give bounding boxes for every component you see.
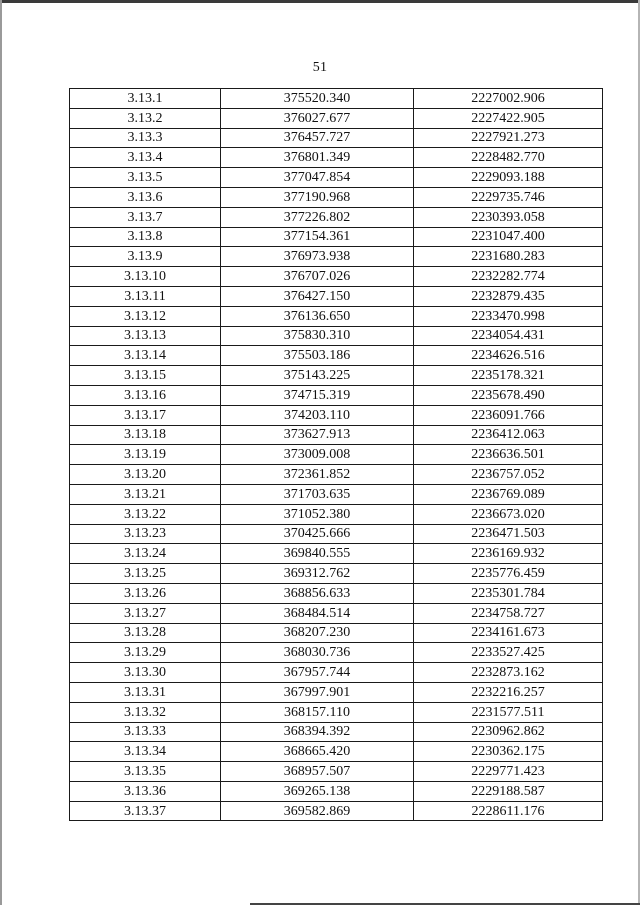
y-coordinate-cell: 2229093.188 [414, 168, 603, 188]
table-row [70, 801, 603, 821]
x-coordinate-cell: 373627.913 [221, 425, 414, 445]
x-coordinate-cell: 368030.736 [221, 643, 414, 663]
point-id-cell: 3.13.11 [70, 286, 221, 306]
x-coordinate-cell: 375143.225 [221, 366, 414, 386]
point-id-cell: 3.13.33 [70, 722, 221, 742]
x-coordinate-cell: 377154.361 [221, 227, 414, 247]
coordinates-table [69, 88, 603, 821]
table-row [70, 643, 603, 663]
point-id-cell: 3.13.20 [70, 465, 221, 485]
table-row [70, 564, 603, 584]
point-id-cell: 3.13.3 [70, 128, 221, 148]
y-coordinate-cell: 2228482.770 [414, 148, 603, 168]
y-coordinate-cell: 2230962.862 [414, 722, 603, 742]
x-coordinate-cell: 368394.392 [221, 722, 414, 742]
page-top-edge [0, 0, 640, 3]
x-coordinate-cell: 375520.340 [221, 89, 414, 109]
table-row [70, 267, 603, 287]
table-row [70, 385, 603, 405]
point-id-cell: 3.13.24 [70, 544, 221, 564]
x-coordinate-cell: 376457.727 [221, 128, 414, 148]
x-coordinate-cell: 367957.744 [221, 663, 414, 683]
x-coordinate-cell: 374715.319 [221, 385, 414, 405]
table-row [70, 544, 603, 564]
x-coordinate-cell: 374203.110 [221, 405, 414, 425]
x-coordinate-cell: 369312.762 [221, 564, 414, 584]
table-row [70, 445, 603, 465]
x-coordinate-cell: 368957.507 [221, 762, 414, 782]
point-id-cell: 3.13.5 [70, 168, 221, 188]
y-coordinate-cell: 2233527.425 [414, 643, 603, 663]
x-coordinate-cell: 375503.186 [221, 346, 414, 366]
x-coordinate-cell: 368157.110 [221, 702, 414, 722]
table-row [70, 366, 603, 386]
table-row [70, 89, 603, 109]
table-row [70, 663, 603, 683]
y-coordinate-cell: 2236769.089 [414, 484, 603, 504]
point-id-cell: 3.13.4 [70, 148, 221, 168]
y-coordinate-cell: 2236673.020 [414, 504, 603, 524]
y-coordinate-cell: 2235678.490 [414, 385, 603, 405]
y-coordinate-cell: 2231577.511 [414, 702, 603, 722]
point-id-cell: 3.13.25 [70, 564, 221, 584]
y-coordinate-cell: 2233470.998 [414, 306, 603, 326]
coordinates-table-body [70, 89, 603, 821]
table-row [70, 702, 603, 722]
page-number: 51 [312, 60, 328, 75]
point-id-cell: 3.13.26 [70, 583, 221, 603]
table-row [70, 682, 603, 702]
table-row [70, 405, 603, 425]
table-row [70, 722, 603, 742]
point-id-cell: 3.13.31 [70, 682, 221, 702]
x-coordinate-cell: 368484.514 [221, 603, 414, 623]
table-row [70, 781, 603, 801]
table-row [70, 742, 603, 762]
point-id-cell: 3.13.1 [70, 89, 221, 109]
page-left-edge [0, 0, 2, 905]
x-coordinate-cell: 377047.854 [221, 168, 414, 188]
y-coordinate-cell: 2234054.431 [414, 326, 603, 346]
point-id-cell: 3.13.30 [70, 663, 221, 683]
point-id-cell: 3.13.21 [70, 484, 221, 504]
table-row [70, 326, 603, 346]
x-coordinate-cell: 369582.869 [221, 801, 414, 821]
y-coordinate-cell: 2229188.587 [414, 781, 603, 801]
point-id-cell: 3.13.32 [70, 702, 221, 722]
y-coordinate-cell: 2227921.273 [414, 128, 603, 148]
x-coordinate-cell: 373009.008 [221, 445, 414, 465]
point-id-cell: 3.13.10 [70, 267, 221, 287]
x-coordinate-cell: 369840.555 [221, 544, 414, 564]
table-row [70, 346, 603, 366]
x-coordinate-cell: 371703.635 [221, 484, 414, 504]
x-coordinate-cell: 376801.349 [221, 148, 414, 168]
y-coordinate-cell: 2228611.176 [414, 801, 603, 821]
x-coordinate-cell: 375830.310 [221, 326, 414, 346]
y-coordinate-cell: 2234758.727 [414, 603, 603, 623]
y-coordinate-cell: 2232216.257 [414, 682, 603, 702]
point-id-cell: 3.13.9 [70, 247, 221, 267]
table-row [70, 603, 603, 623]
table-row [70, 247, 603, 267]
table-row [70, 504, 603, 524]
point-id-cell: 3.13.7 [70, 207, 221, 227]
x-coordinate-cell: 377190.968 [221, 187, 414, 207]
y-coordinate-cell: 2235776.459 [414, 564, 603, 584]
table-row [70, 306, 603, 326]
table-row [70, 465, 603, 485]
table-row [70, 207, 603, 227]
table-row [70, 148, 603, 168]
y-coordinate-cell: 2232879.435 [414, 286, 603, 306]
table-row [70, 286, 603, 306]
table-row [70, 187, 603, 207]
y-coordinate-cell: 2230362.175 [414, 742, 603, 762]
x-coordinate-cell: 376707.026 [221, 267, 414, 287]
y-coordinate-cell: 2227002.906 [414, 89, 603, 109]
table-row [70, 484, 603, 504]
table-row [70, 128, 603, 148]
point-id-cell: 3.13.14 [70, 346, 221, 366]
point-id-cell: 3.13.8 [70, 227, 221, 247]
x-coordinate-cell: 368856.633 [221, 583, 414, 603]
table-row [70, 623, 603, 643]
y-coordinate-cell: 2235178.321 [414, 366, 603, 386]
table-row [70, 583, 603, 603]
point-id-cell: 3.13.6 [70, 187, 221, 207]
y-coordinate-cell: 2232873.162 [414, 663, 603, 683]
point-id-cell: 3.13.34 [70, 742, 221, 762]
x-coordinate-cell: 370425.666 [221, 524, 414, 544]
point-id-cell: 3.13.29 [70, 643, 221, 663]
x-coordinate-cell: 369265.138 [221, 781, 414, 801]
y-coordinate-cell: 2236091.766 [414, 405, 603, 425]
point-id-cell: 3.13.15 [70, 366, 221, 386]
point-id-cell: 3.13.28 [70, 623, 221, 643]
y-coordinate-cell: 2227422.905 [414, 108, 603, 128]
table-row [70, 108, 603, 128]
x-coordinate-cell: 368207.230 [221, 623, 414, 643]
y-coordinate-cell: 2231047.400 [414, 227, 603, 247]
point-id-cell: 3.13.22 [70, 504, 221, 524]
table-row [70, 425, 603, 445]
point-id-cell: 3.13.23 [70, 524, 221, 544]
table-row [70, 168, 603, 188]
table-row [70, 227, 603, 247]
x-coordinate-cell: 376427.150 [221, 286, 414, 306]
point-id-cell: 3.13.12 [70, 306, 221, 326]
x-coordinate-cell: 377226.802 [221, 207, 414, 227]
y-coordinate-cell: 2234161.673 [414, 623, 603, 643]
y-coordinate-cell: 2235301.784 [414, 583, 603, 603]
x-coordinate-cell: 372361.852 [221, 465, 414, 485]
y-coordinate-cell: 2232282.774 [414, 267, 603, 287]
point-id-cell: 3.13.16 [70, 385, 221, 405]
x-coordinate-cell: 371052.380 [221, 504, 414, 524]
point-id-cell: 3.13.13 [70, 326, 221, 346]
x-coordinate-cell: 368665.420 [221, 742, 414, 762]
point-id-cell: 3.13.17 [70, 405, 221, 425]
y-coordinate-cell: 2236412.063 [414, 425, 603, 445]
y-coordinate-cell: 2236636.501 [414, 445, 603, 465]
table-row [70, 762, 603, 782]
y-coordinate-cell: 2236471.503 [414, 524, 603, 544]
point-id-cell: 3.13.35 [70, 762, 221, 782]
y-coordinate-cell: 2230393.058 [414, 207, 603, 227]
point-id-cell: 3.13.37 [70, 801, 221, 821]
x-coordinate-cell: 367997.901 [221, 682, 414, 702]
point-id-cell: 3.13.27 [70, 603, 221, 623]
point-id-cell: 3.13.2 [70, 108, 221, 128]
y-coordinate-cell: 2236757.052 [414, 465, 603, 485]
x-coordinate-cell: 376136.650 [221, 306, 414, 326]
x-coordinate-cell: 376027.677 [221, 108, 414, 128]
x-coordinate-cell: 376973.938 [221, 247, 414, 267]
y-coordinate-cell: 2229735.746 [414, 187, 603, 207]
y-coordinate-cell: 2234626.516 [414, 346, 603, 366]
table-row [70, 524, 603, 544]
y-coordinate-cell: 2236169.932 [414, 544, 603, 564]
point-id-cell: 3.13.19 [70, 445, 221, 465]
point-id-cell: 3.13.36 [70, 781, 221, 801]
point-id-cell: 3.13.18 [70, 425, 221, 445]
y-coordinate-cell: 2231680.283 [414, 247, 603, 267]
y-coordinate-cell: 2229771.423 [414, 762, 603, 782]
